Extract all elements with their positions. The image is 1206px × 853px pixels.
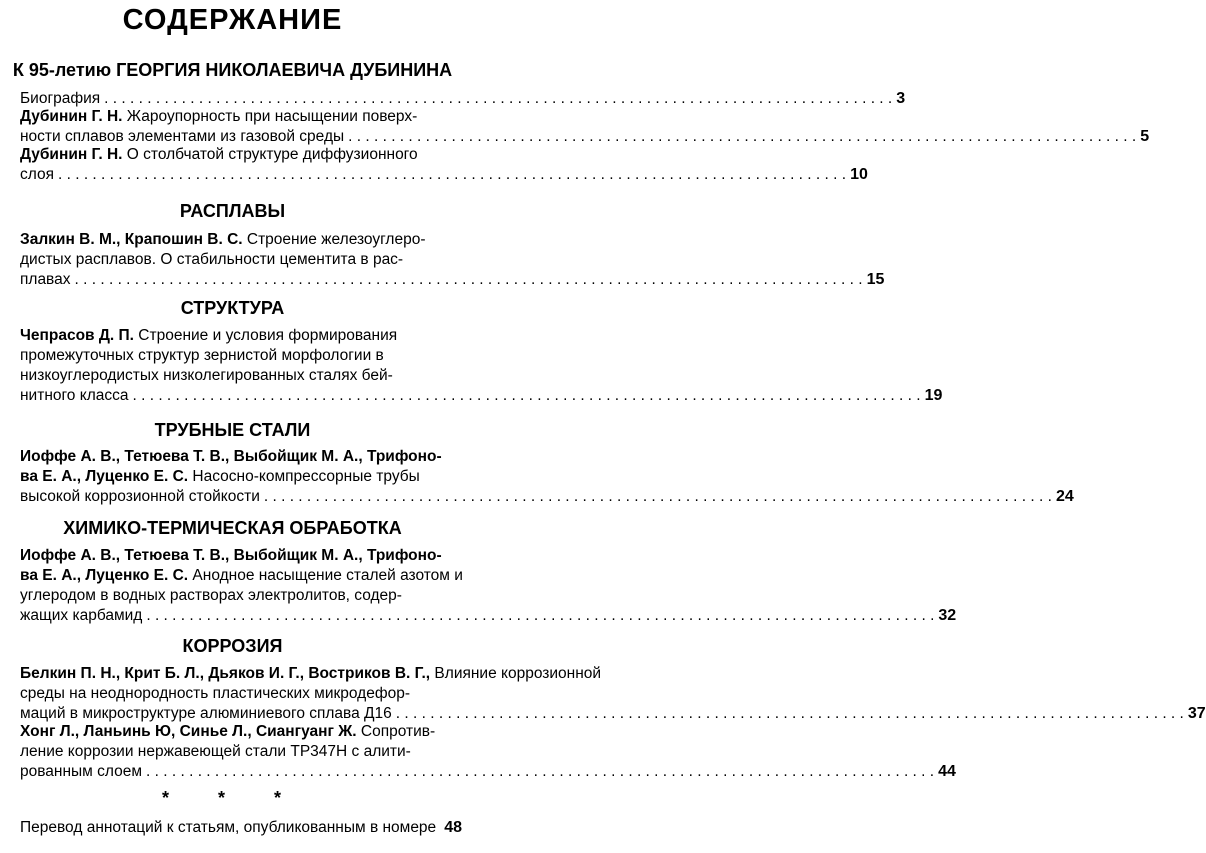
page-number: 10: [850, 166, 868, 183]
toc-entry[interactable]: [20, 722, 956, 782]
leader-dots: [146, 762, 934, 782]
entry-text: дистых расплавов. О стабильности цементита в рас-: [20, 251, 404, 268]
page-number: 15: [866, 271, 885, 288]
entry-text: плавах: [20, 271, 71, 288]
entry-text: нитного класса: [20, 387, 129, 404]
toc-entry[interactable]: [20, 145, 868, 185]
entry-authors: Дубинин Г. Н.: [20, 108, 123, 125]
entry-text: рованным слоем: [20, 763, 143, 780]
separator-stars: * * *: [161, 788, 304, 808]
entry-authors: Дубинин Г. Н.: [20, 146, 123, 163]
entry-text: промежуточных структур зернистой морфологии в: [20, 347, 384, 364]
page-number: 32: [938, 607, 957, 624]
section-heading: ХИМИКО-ТЕРМИЧЕСКАЯ ОБРАБОТКА: [63, 518, 402, 538]
entry-text: жащих карбамид: [20, 607, 143, 624]
entry-text: Насосно-компрессорные трубы: [188, 468, 420, 485]
leader-dots: [396, 704, 1184, 724]
page-number: 48: [444, 819, 462, 836]
entry-text: низкоуглеродистых низколегированных сталях бей-: [20, 367, 393, 384]
entry-authors: Иоффе А. В., Тетюева Т. В., Выбойщик М. А., Трифоно-: [20, 448, 442, 465]
entry-authors: Белкин П. Н., Крит Б. Л., Дьяков И. Г., Востриков В. Г.,: [20, 665, 431, 682]
section-heading: КОРРОЗИЯ: [182, 636, 283, 656]
entry-text: О столбчатой структуре диффузионного: [122, 146, 418, 163]
section-heading: ТРУБНЫЕ СТАЛИ: [154, 420, 311, 440]
toc-entry[interactable]: [20, 107, 1150, 147]
leader-dots: [58, 165, 846, 185]
section-heading: РАСПЛАВЫ: [179, 201, 286, 221]
leader-dots: [348, 127, 1136, 147]
toc-entry[interactable]: [20, 447, 1074, 507]
leader-dots: [146, 606, 934, 626]
section-heading: СТРУКТУРА: [180, 298, 285, 318]
toc-entry[interactable]: [20, 89, 906, 109]
entry-authors: Хонг Л., Ланьинь Ю, Синье Л., Сиангуанг Ж.: [20, 723, 357, 740]
page-title: СОДЕРЖАНИЕ: [122, 4, 343, 36]
toc-entry[interactable]: [20, 326, 943, 406]
entry-text: Влияние коррозионной: [430, 665, 602, 682]
entry-text: ности сплавов элементами из газовой среды: [20, 128, 345, 145]
entry-text: Строение железоуглеро-: [242, 231, 426, 248]
page-number: 19: [924, 387, 943, 404]
entry-text: Сопротив-: [356, 723, 436, 740]
leader-dots: [132, 386, 920, 406]
entry-authors: Чепрасов Д. П.: [20, 327, 134, 344]
toc-entry[interactable]: [20, 546, 957, 626]
toc-entry[interactable]: [20, 818, 462, 838]
entry-text: углеродом в водных растворах электролитов, содер-: [20, 587, 402, 604]
entry-authors: ва Е. А., Луценко Е. С.: [20, 468, 189, 485]
page-number: 5: [1140, 128, 1150, 145]
entry-text: Перевод аннотаций к статьям, опубликованным в номере: [20, 819, 437, 836]
entry-authors: Иоффе А. В., Тетюева Т. В., Выбойщик М. А., Трифоно-: [20, 547, 442, 564]
section-heading: К 95-летию ГЕОРГИЯ НИКОЛАЕВИЧА ДУБИНИНА: [12, 60, 453, 80]
page-number: 37: [1187, 705, 1206, 722]
page-number: 3: [896, 90, 906, 107]
leader-dots: [75, 270, 863, 290]
entry-authors: Залкин В. М., Крапошин В. С.: [20, 231, 243, 248]
entry-authors: ва Е. А., Луценко Е. С.: [20, 567, 189, 584]
entry-text: Анодное насыщение сталей азотом и: [188, 567, 463, 584]
entry-text: Жароупорность при насыщении поверх-: [122, 108, 418, 125]
entry-text: высокой коррозионной стойкости: [20, 488, 260, 505]
entry-text: Строение и условия формирования: [134, 327, 398, 344]
page-number: 44: [938, 763, 956, 780]
toc-entry[interactable]: [20, 664, 1206, 724]
entry-text: слоя: [20, 166, 54, 183]
leader-dots: [264, 487, 1052, 507]
page-number: 24: [1055, 488, 1074, 505]
entry-text: маций в микроструктуре алюминиевого сплава Д16: [20, 705, 392, 722]
entry-text: Биография: [20, 90, 101, 107]
toc-entry[interactable]: [20, 230, 885, 290]
entry-text: среды на неоднородность пластических микродефор-: [20, 685, 410, 702]
entry-text: ление коррозии нержавеющей стали TP347H с алити-: [20, 743, 411, 760]
leader-dots: [104, 89, 892, 109]
